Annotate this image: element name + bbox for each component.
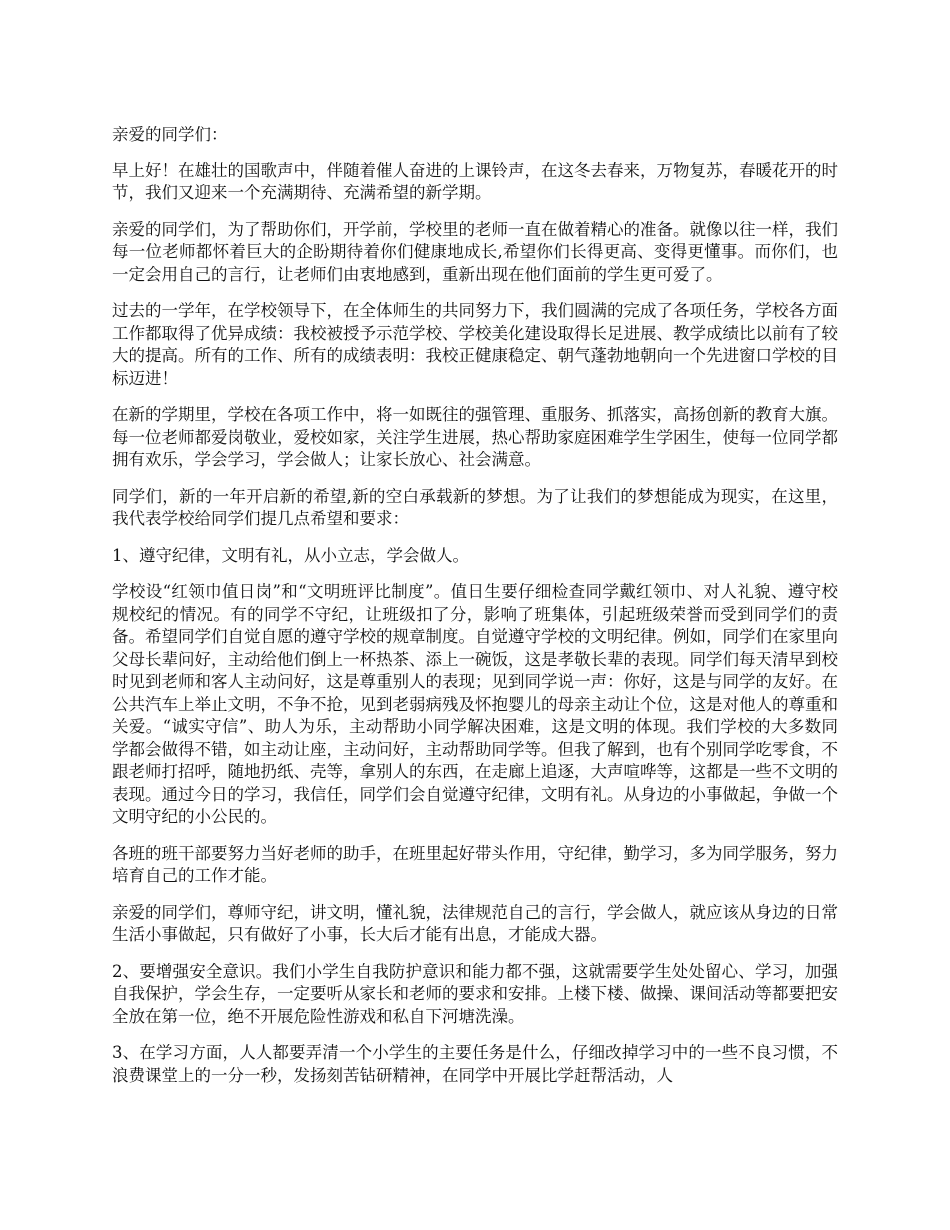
paragraph-point-3-study: 3、在学习方面，人人都要弄清一个小学生的主要任务是什么，仔细改掉学习中的一些不良习惯，不浪费课堂上的一分一秒，发扬刻苦钻研精神，在同学中开展比学赶帮活动，人 <box>112 1043 838 1085</box>
paragraph-new-semester: 在新的学期里，学校在各项工作中，将一如既往的强管理、重服务、抓落实，高扬创新的教育大旗。每一位老师都爱岗敬业，爱校如家，关注学生进展，热心帮助家庭困难学生学困生，使每一位同学都拥有欢乐，学会学习，学会做人；让家长放心、社会满意。 <box>112 405 838 469</box>
paragraph-class-cadres: 各班的班干部要努力当好老师的助手，在班里起好带头作用，守纪律，勤学习，多为同学服务，努力培育自己的工作才能。 <box>112 843 838 885</box>
paragraph-discipline-details: 学校设“红领巾值日岗”和“文明班评比制度”。值日生要仔细检查同学戴红领巾、对人礼貌、遵守校规校纪的情况。有的同学不守纪，让班级扣了分，影响了班集体，引起班级荣誉而受到同学们的责备。希望同学们自觉自愿的遵守学校的规章制度。自觉遵守学校的文明纪律。例如，同学们在家里向父母长辈问好，主动给他们倒上一杯热茶、添上一碗饭，这是孝敬长辈的表现。同学们每天清早到校时见到老师和客人主动问好，这是尊重别人的表现；见到同学说一声：你好，这是与同学的友好。在公共汽车上举止文明，不争不抢，见到老弱病残及怀抱婴儿的母亲主动让个位，这是对他人的尊重和关爱。“诚实守信”、助人为乐，主动帮助小同学解决困难，这是文明的体现。我们学校的大多数同学都会做得不错，如主动让座，主动问好，主动帮助同学等。但我了解到，也有个别同学吃零食，不跟老师打招呼，随地扔纸、壳等，拿别人的东西，在走廊上追逐，大声喧哗等，这都是一些不文明的表现。通过今日的学习，我信任，同学们会自觉遵守纪律，文明有礼。从身边的小事做起，争做一个文明守纪的小公民的。 <box>112 582 838 826</box>
heading-point-1: 1、遵守纪律，文明有礼，从小立志，学会做人。 <box>112 545 469 565</box>
paragraph-teachers-preparation: 亲爱的同学们，为了帮助你们，开学前，学校里的老师一直在做着精心的准备。就像以往一样，我们每一位老师都怀着巨大的企盼期待着你们健康地成长,希望你们长得更高、变得更懂事。而你们，也一定会用自己的言行，让老师们由衷地感到，重新出现在他们面前的学生更可爱了。 <box>112 219 838 284</box>
paragraph-past-year: 过去的一学年，在学校领导下，在全体师生的共同努力下，我们圆满的完成了各项任务，学校各方面工作都取得了优异成绩：我校被授予示范学校、学校美化建设取得长足进展、教学成绩比以前有了较大的提高。所有的工作、所有的成绩表明：我校正健康稳定、朝气蓬勃地朝向一个先进窗口学校的目标迈进！ <box>112 301 838 388</box>
paragraph-respect-teachers: 亲爱的同学们，尊师守纪，讲文明，懂礼貌，法律规范自己的言行，学会做人，就应该从身边的日常生活小事做起，只有做好了小事，长大后才能有出息，才能成大器。 <box>112 902 838 944</box>
salutation: 亲爱的同学们： <box>112 125 228 144</box>
paragraph-point-2-safety: 2、要增强安全意识。我们小学生自我防护意识和能力都不强，这就需要学生处处留心、学习，加强自我保护，学会生存，一定要听从家长和老师的要求和安排。上楼下楼、做操、课间活动等都要把安全放在第一位，绝不开展危险性游戏和私自下河塘洗澡。 <box>112 961 838 1026</box>
paragraph-greeting: 早上好！在雄壮的国歌声中，伴随着催人奋进的上课铃声，在这冬去春来，万物复苏，春暖花开的时节，我们又迎来一个充满期待、充满希望的新学期。 <box>112 160 838 202</box>
paragraph-hopes-intro: 同学们，新的一年开启新的希望,新的空白承载新的梦想。为了让我们的梦想能成为现实，在这里，我代表学校给同学们提几点希望和要求： <box>112 486 838 528</box>
